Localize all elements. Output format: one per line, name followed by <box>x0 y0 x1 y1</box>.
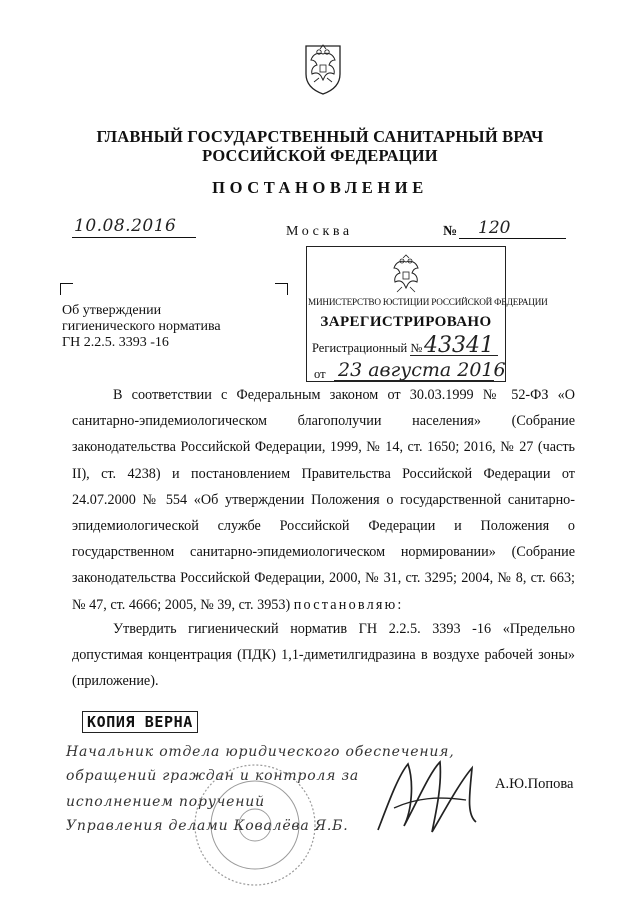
true-copy-stamp: КОПИЯ ВЕРНА <box>82 711 198 733</box>
subject-line: гигиенического норматива <box>62 319 221 334</box>
legal-basis-text: В соответствии с Федеральным законом от 30.03.1999 № 52-ФЗ «О санитарно-эпидемиологическом благополучии населения» (Собрание законодательства Российской Федерации, 1999, № 14, ст. 1650; 2016, № 27 (часть II), ст. 4238) и постановлением Правительства Российской Федерации от 24.07.2000 № 554 «Об утверждении Положения о государственной санитарно-эпидемиологической службе Российской Федерации и Положения о государственном санитарно-эпидемиологическом нормировании» (Собрание законодательства Российской Федерации, 2000, № 31, ст. 3295; 2004, № 8, ст. 663; № 47, ст. 4666; 2005, № 39, ст. 3953) <box>72 387 575 613</box>
subject-block <box>62 303 221 351</box>
stamp-registration-number-label: Регистрационный № <box>312 341 423 355</box>
document-date: 10.08.2016 <box>74 216 177 236</box>
body-paragraph-resolution: Утвердить гигиенический норматив ГН 2.2.5. 3393 -16 «Предельно допустимая концентрация (ПДК) 1,1-диметилгидразина в воздухе рабочей зоны» (приложение). <box>72 621 575 690</box>
certification-line: исполнением поручений <box>66 794 265 810</box>
date-underline <box>72 237 196 238</box>
document-type-title: ПОСТАНОВЛЕНИЕ <box>212 178 428 197</box>
document-number: 120 <box>478 218 511 238</box>
stamp-registration-underline <box>410 355 498 356</box>
certification-line: обращений граждан и контроля за <box>66 768 360 784</box>
signer-name: А.Ю.Попова <box>495 776 574 792</box>
stamp-registration-number: 43341 <box>424 333 494 358</box>
certification-line: Управления делами Ковалёва Я.Б. <box>66 818 349 834</box>
stamp-registration-date: 23 августа 2016 <box>338 359 506 381</box>
subject-corner-left <box>60 283 73 295</box>
resolve-word: постановляю: <box>293 596 404 613</box>
stamp-coat-of-arms-icon <box>386 254 426 296</box>
signature-icon <box>374 752 484 842</box>
stamp-registered-label: ЗАРЕГИСТРИРОВАНО <box>320 314 492 330</box>
certification-line: Начальник отдела юридического обеспечения, <box>66 744 455 760</box>
number-underline <box>459 238 566 239</box>
stamp-ministry-name: МИНИСТЕРСТВО ЮСТИЦИИ РОССИЙСКОЙ ФЕДЕРАЦИИ <box>308 297 548 307</box>
city: Москва <box>286 224 353 239</box>
stamp-date-underline <box>334 380 494 381</box>
subject-line: ГН 2.2.5. 3393 -16 <box>62 335 169 350</box>
issuing-authority-title: ГЛАВНЫЙ ГОСУДАРСТВЕННЫЙ САНИТАРНЫЙ ВРАЧ <box>96 127 544 146</box>
body-paragraph-legal-basis <box>72 382 575 618</box>
issuing-authority-country: РОССИЙСКОЙ ФЕДЕРАЦИИ <box>202 146 438 165</box>
stamp-date-label: от <box>314 367 326 381</box>
subject-corner-right <box>275 283 288 295</box>
russian-coat-of-arms-icon <box>300 40 346 96</box>
number-label: № <box>443 224 458 239</box>
subject-line: Об утверждении <box>62 303 162 318</box>
